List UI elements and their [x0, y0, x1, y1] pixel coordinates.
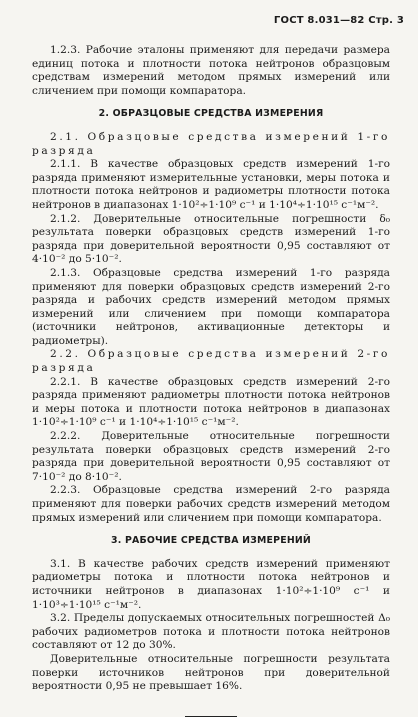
- section-heading-3: 3. РАБОЧИЕ СРЕДСТВА ИЗМЕРЕНИЙ: [111, 535, 311, 547]
- paragraph-3-1: 3.1. В качестве рабочих средств измерений применяют радиометры потока и плотности потока нейтронов и источники нейтронов в диапазонах 1·10²÷1·10⁹ с⁻¹ и 1·10³÷1·10¹⁵ с⁻¹м⁻².: [32, 557, 390, 611]
- paragraph-3-2-continued: Доверительные относительные погрешности результата поверки источников нейтронов при доверительной вероятности 0,95 не превышает 16%.: [32, 652, 390, 693]
- paragraph-2-1-2: 2.1.2. Доверительные относительные погрешности δ₀ результата поверки образцовых средств измерений 1-го разряда при доверительной вероятности 0,95 составляют от 4·10⁻² до 5·10⁻².: [32, 212, 390, 266]
- paragraph-2-1-3: 2.1.3. Образцовые средства измерений 1-го разряда применяют для поверки образцовых средств измерений 2-го разряда и рабочих средств измерений методом прямых измерений или сличением при помощи компаратора (источники нейтронов, активационные детекторы и радиометры).: [32, 266, 390, 347]
- paragraph-2-2-3: 2.2.3. Образцовые средства измерений 2-го разряда применяют для поверки рабочих средств измерений методом прямых измерений или сличением при помощи компаратора.: [32, 484, 390, 524]
- section-heading-2: 2. ОБРАЗЦОВЫЕ СРЕДСТВА ИЗМЕРЕНИЯ: [98, 108, 324, 120]
- paragraph-2-2-2: 2.2.2. Доверительные относительные погрешности результата поверки образцовых средств измерений 2-го разряда при доверительной вероятности 0,95 составляют от 7·10⁻² до 8·10⁻².: [32, 430, 390, 483]
- page-header: ГОСТ 8.031—82 Стр. 3: [273, 15, 404, 26]
- paragraph-2-1-1: 2.1.1. В качестве образцовых средств измерений 1-го разряда применяют измерительные установки, меры потока и плотности потока нейтронов и радиометры плотности потока нейтронов в диапазонах 1·10²÷1·10⁹ с⁻¹ и 1·10⁴÷1·10¹⁵ с⁻¹м⁻².: [32, 158, 390, 211]
- paragraph-2-1: 2.1. Образцовые средства измерений 1-го разряда: [32, 130, 390, 157]
- paragraph-1-2-3: 1.2.3. Рабочие эталоны применяют для передачи размера единиц потока и плотности потока нейтронов образцовым средствам измерений методом прямых измерений или сличением при помощи компаратора.: [32, 44, 390, 97]
- paragraph-3-2: 3.2. Пределы допускаемых относительных погрешностей Δ₀ рабочих радиометров потока и плотности потока нейтронов составляют от 12 до 30%.: [32, 612, 390, 652]
- paragraph-2-2-1: 2.2.1. В качестве образцовых средств измерений 2-го разряда применяют радиометры плотности потока нейтронов и меры потока и плотности потока нейтронов в диапазонах 1·10²÷1·10⁹ с⁻¹ и 1·10⁴÷1·10¹⁵ с⁻¹м⁻².: [32, 375, 390, 429]
- document-body: [32, 44, 390, 717]
- paragraph-2-2: 2.2. Образцовые средства измерений 2-го разряда: [32, 348, 390, 375]
